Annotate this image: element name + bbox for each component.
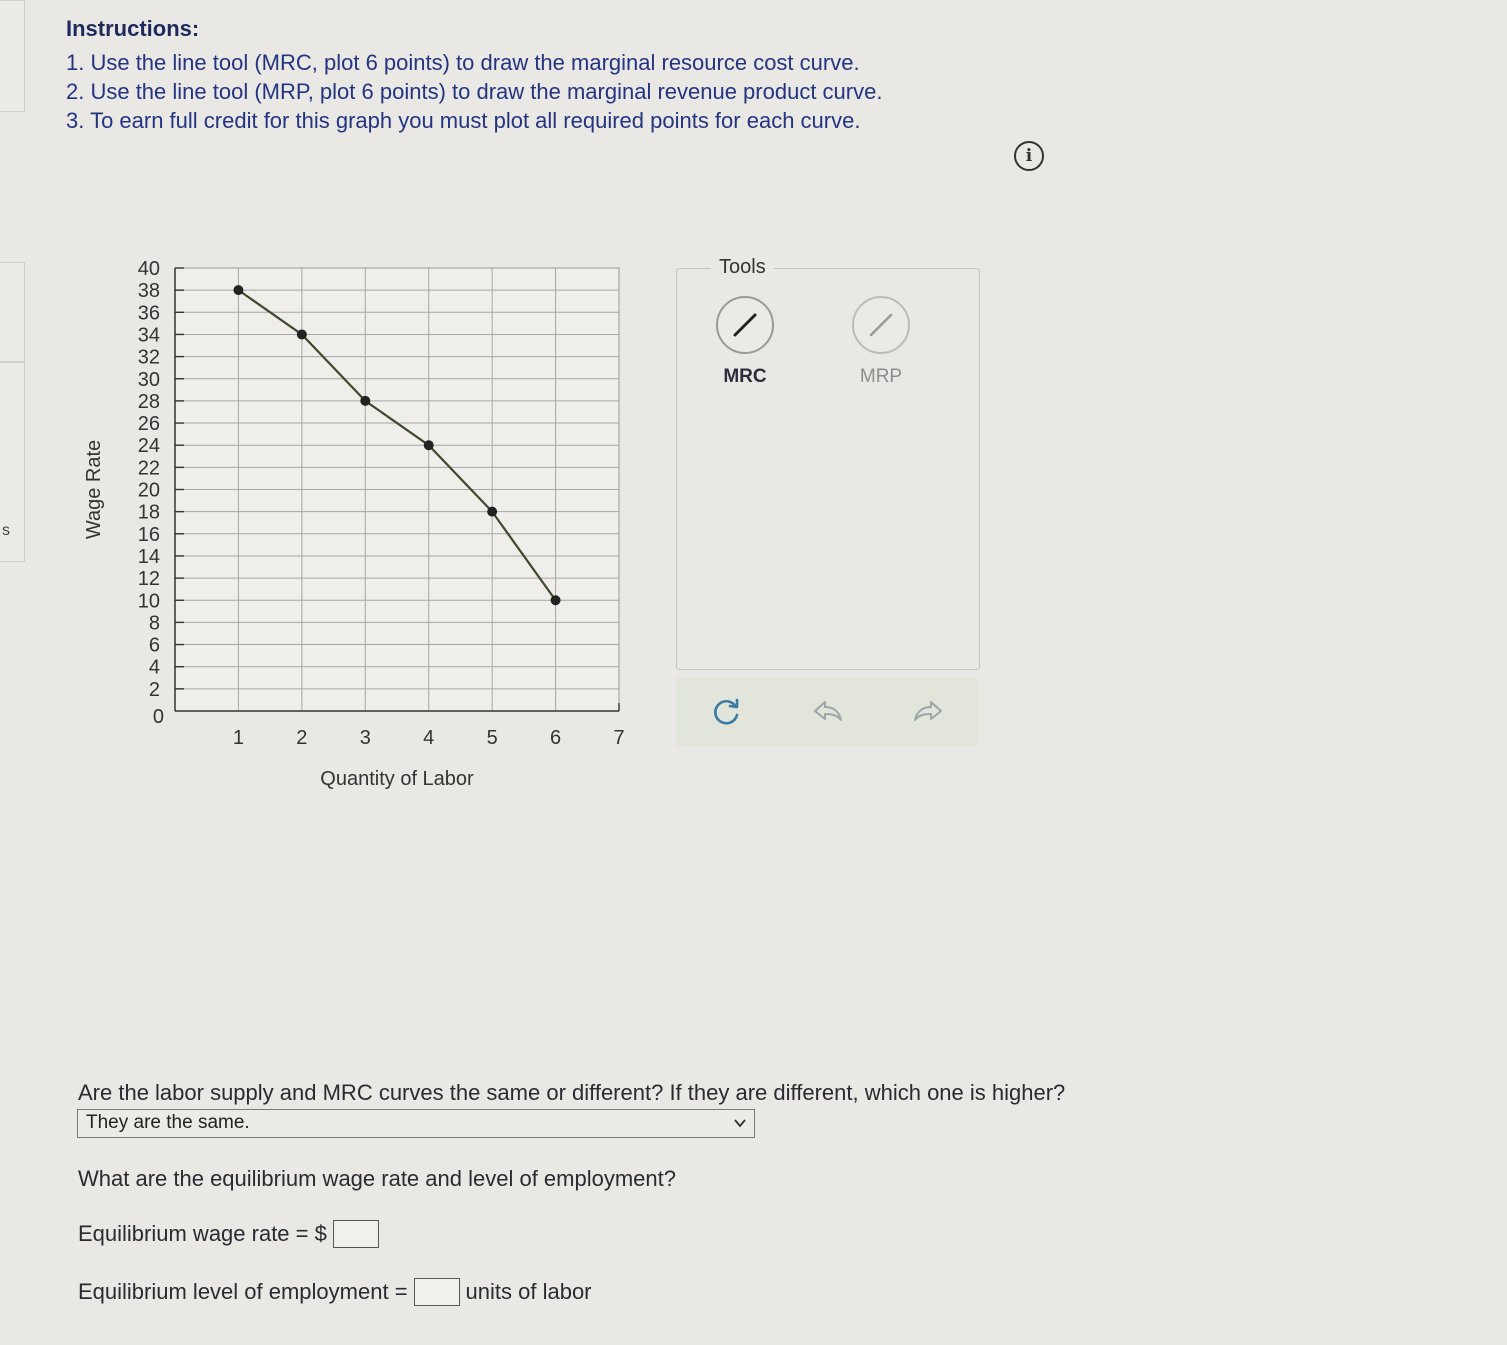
y-tick-label: 18	[137, 501, 160, 524]
instruction-item: 2. Use the line tool (MRP, plot 6 points) to draw the marginal revenue product curve.	[66, 79, 883, 104]
y-tick-label: 32	[137, 346, 160, 369]
y-tick-label: 20	[137, 479, 160, 502]
y-axis-label: Wage Rate	[83, 439, 105, 540]
left-panel-stub	[0, 0, 25, 112]
curve-point	[297, 329, 307, 339]
y-tick-label: 12	[137, 568, 160, 591]
question-equilibrium: What are the equilibrium wage rate and level of employment?	[78, 1166, 676, 1191]
x-tick-label: 3	[359, 727, 371, 749]
x-tick-label: 7	[613, 727, 625, 749]
curve-point	[360, 396, 370, 406]
y-tick-label: 34	[137, 324, 160, 347]
instructions-title: Instructions:	[66, 16, 200, 41]
y-tick-label: 2	[148, 678, 160, 701]
mrc-tool-button[interactable]	[700, 296, 790, 388]
line-tool-icon	[716, 296, 774, 354]
origin-label: 0	[152, 706, 164, 728]
graph-action-bar	[676, 678, 978, 746]
curves-answer-select[interactable]	[77, 1109, 755, 1138]
instruction-item: 1. Use the line tool (MRC, plot 6 points) to draw the marginal resource cost curve.	[66, 50, 860, 75]
y-tick-label: 24	[137, 435, 160, 458]
y-tick-label: 38	[137, 280, 160, 303]
wage-row	[78, 1220, 385, 1248]
y-tick-label: 6	[148, 634, 160, 657]
y-tick-label: 30	[137, 368, 160, 391]
left-panel-stub	[0, 262, 25, 362]
x-axis-label: Quantity of Labor	[320, 768, 474, 790]
curve-point	[424, 440, 434, 450]
employment-units: units of labor	[465, 1279, 592, 1304]
question-curves: Are the labor supply and MRC curves the same or different? If they are different, which one is higher?	[78, 1080, 1066, 1105]
y-tick-label: 14	[137, 545, 160, 568]
employment-input[interactable]	[414, 1278, 460, 1306]
x-tick-label: 2	[296, 727, 308, 749]
undo-icon[interactable]	[810, 694, 846, 730]
info-icon[interactable]: i	[1014, 141, 1044, 171]
y-tick-label: 4	[148, 656, 160, 679]
mrc-tool-label: MRC	[723, 366, 767, 387]
curve-point	[551, 595, 561, 605]
instruction-item: 3. To earn full credit for this graph you must plot all required points for each curve.	[66, 108, 861, 133]
redo-icon[interactable]	[910, 694, 946, 730]
chevron-down-icon	[732, 1115, 748, 1131]
labor-graph[interactable]	[70, 250, 640, 795]
x-tick-label: 5	[486, 727, 498, 749]
left-panel-letter: s	[2, 522, 10, 539]
x-tick-label: 4	[423, 727, 435, 749]
wage-label: Equilibrium wage rate = $	[78, 1221, 327, 1246]
mrp-tool-label: MRP	[859, 366, 903, 387]
y-tick-label: 40	[137, 258, 160, 280]
instructions-list	[66, 48, 1066, 135]
x-tick-label: 6	[550, 727, 562, 749]
employment-row	[78, 1278, 592, 1306]
y-tick-label: 36	[137, 302, 160, 325]
instructions	[66, 16, 1066, 135]
x-tick-label: 1	[232, 727, 244, 749]
y-tick-label: 16	[137, 523, 160, 546]
select-value: They are the same.	[86, 1112, 250, 1133]
line-tool-icon	[852, 296, 910, 354]
curve-point	[233, 285, 243, 295]
refresh-icon[interactable]	[708, 694, 744, 730]
y-tick-label: 26	[137, 413, 160, 436]
employment-label: Equilibrium level of employment =	[78, 1279, 408, 1304]
y-tick-label: 28	[137, 390, 160, 413]
y-tick-label: 10	[137, 590, 160, 613]
tools-label: Tools	[711, 256, 774, 279]
mrp-tool-button[interactable]	[836, 296, 926, 388]
y-tick-label: 22	[137, 457, 160, 480]
wage-input[interactable]	[333, 1220, 379, 1248]
y-tick-label: 8	[148, 612, 160, 635]
curve-point	[487, 507, 497, 517]
